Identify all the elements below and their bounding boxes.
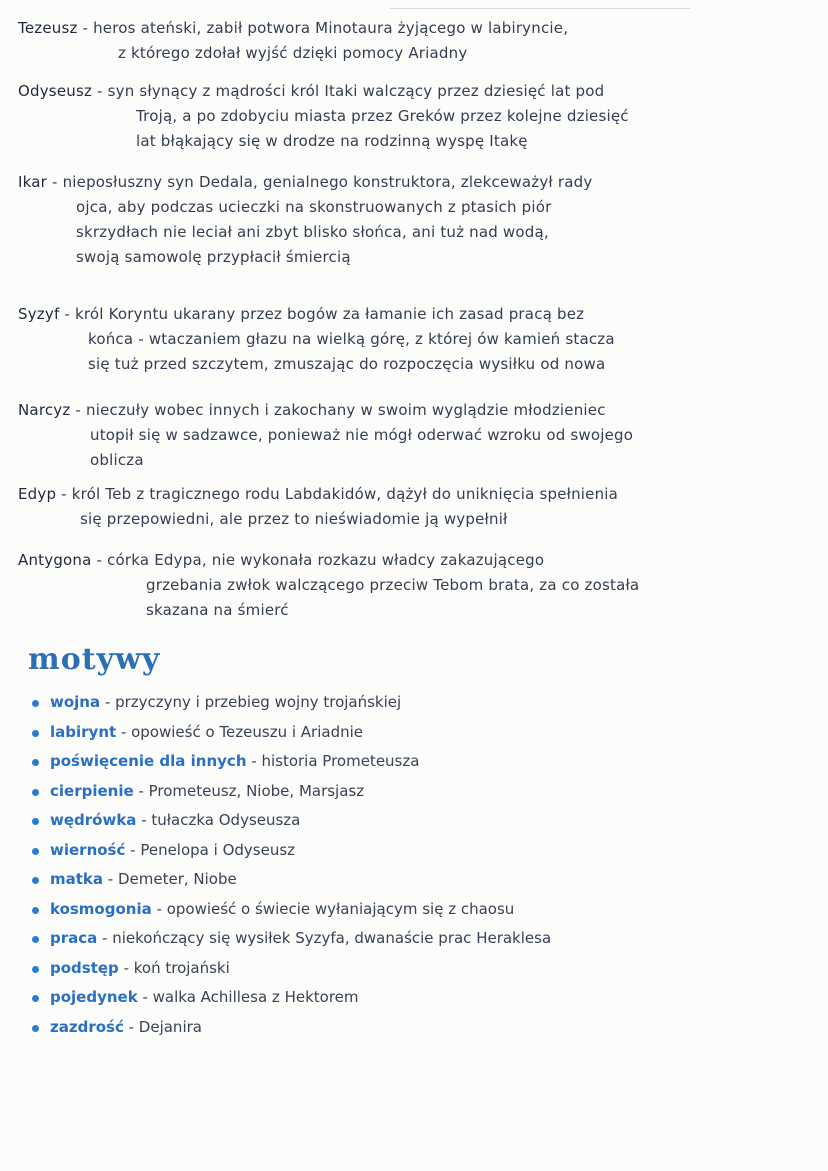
motif-text: walka Achillesa z Hektorem [152,988,359,1006]
list-item [30,836,551,866]
bullet-icon [32,966,39,973]
bullet-icon [32,700,39,707]
list-item [30,688,551,718]
motif-keyword: wędrówka [50,811,137,829]
bullet-icon [32,818,39,825]
motif-keyword: poświęcenie dla innych [50,752,247,770]
top-divider [390,8,690,9]
motif-separator: - [133,781,149,800]
entry-narcyz [18,398,633,473]
entry-name: Narcyz [18,401,71,419]
motif-separator: - [151,899,167,918]
entry-name: Edyp [18,485,57,503]
entry-ikar [18,170,592,270]
bullet-icon [32,995,39,1002]
entry-line: z którego zdołał wyjść dzięki pomocy Ariadny [118,44,468,62]
motif-text: Demeter, Niobe [117,870,237,888]
motifs-heading: motywy [28,642,161,677]
bullet-icon [32,848,39,855]
bullet-icon [32,877,39,884]
motif-text: opowieść o świecie wyłaniającym się z chaosu [166,899,515,918]
entry-line: - córka Edypa, nie wykonała rozkazu władcy zakazującego [96,551,545,569]
entry-line: oblicza [90,451,144,469]
bullet-icon [32,1025,39,1032]
motifs-list [30,688,551,1042]
entry-line: skrzydłach nie leciał ani zbyt blisko słońca, ani tuż nad wodą, [76,223,549,241]
motif-keyword: labirynt [50,722,117,741]
entry-line: grzebania zwłok walczącego przeciw Tebom brata, za co została [146,576,640,594]
motif-keyword: kosmogonia [50,899,152,918]
motif-keyword: podstęp [50,958,119,977]
entry-odyseusz [18,79,629,154]
list-item [30,1013,551,1043]
motif-keyword: matka [50,870,104,888]
entry-syzyf [18,302,615,377]
motif-separator: - [97,929,113,947]
entry-line: - nieczuły wobec innych i zakochany w swoim wyglądzie młodzieniec [75,401,606,419]
motif-keyword: wojna [50,693,101,711]
entry-name: Syzyf [18,305,60,323]
entry-line: utopił się w sadzawce, ponieważ nie mógł oderwać wzroku od swojego [90,426,634,444]
entry-line: ojca, aby podczas ucieczki na skonstruowanych z ptasich piór [76,198,552,216]
motif-separator: - [100,693,116,711]
motif-text: historia Prometeusza [261,752,420,770]
motif-separator: - [123,1017,139,1036]
entry-line: się przepowiedni, ale przez to nieświadomie ją wypełnił [80,510,508,528]
motif-text: niekończący się wysiłek Syzyfa, dwanaście prac Heraklesa [112,929,552,947]
list-item [30,954,551,984]
motif-keyword: pojedynek [50,988,138,1006]
motif-text: przyczyny i przebieg wojny trojańskiej [115,693,402,711]
motif-text: koń trojański [133,958,230,977]
motif-separator: - [136,811,152,829]
motif-separator: - [137,988,153,1006]
motif-separator: - [118,958,134,977]
entry-name: Tezeusz [18,19,78,37]
motif-separator: - [103,870,118,888]
entry-line: - syn słynący z mądrości król Itaki walczący przez dziesięć lat pod [97,82,605,100]
motif-separator: - [125,840,141,859]
motif-text: Prometeusz, Niobe, Marsjasz [148,781,365,800]
entry-edyp [18,482,618,532]
list-item [30,777,551,807]
motif-text: Dejanira [138,1017,202,1036]
list-item [30,983,551,1013]
entry-name: Antygona [18,551,92,569]
list-item [30,865,551,895]
entry-name: Odyseusz [18,82,93,100]
bullet-icon [32,759,39,766]
bullet-icon [32,907,39,914]
motif-separator: - [116,722,132,741]
motif-keyword: cierpienie [50,781,134,800]
list-item [30,806,551,836]
bullet-icon [32,789,39,796]
motif-keyword: praca [50,929,98,947]
motif-keyword: zazdrość [50,1017,124,1036]
motif-text: tułaczka Odyseusza [151,811,301,829]
entry-line: - król Koryntu ukarany przez bogów za łamanie ich zasad pracą bez [64,305,585,323]
entry-line: skazana na śmierć [146,601,289,619]
motif-text: opowieść o Tezeuszu i Ariadnie [131,722,364,741]
bullet-icon [32,936,39,943]
entry-line: się tuż przed szczytem, zmuszając do rozpoczęcia wysiłku od nowa [88,355,606,373]
motif-keyword: wierność [50,840,126,859]
entry-tezeusz [18,16,568,66]
list-item [30,718,551,748]
entry-line: swoją samowolę przypłacił śmiercią [76,248,351,266]
entry-name: Ikar [18,173,48,191]
entry-line: - król Teb z tragicznego rodu Labdakidów, dążył do uniknięcia spełnienia [61,485,619,503]
list-item [30,924,551,954]
entry-line: końca - wtaczaniem głazu na wielką górę, z której ów kamień stacza [88,330,615,348]
entry-line: - nieposłuszny syn Dedala, genialnego konstruktora, zlekceważył rady [51,173,593,191]
entry-line: Troją, a po zdobyciu miasta przez Greków przez kolejne dziesięć [136,107,629,125]
bullet-icon [32,730,39,737]
motif-text: Penelopa i Odyseusz [140,840,296,859]
entry-line: - heros ateński, zabił potwora Minotaura żyjącego w labiryncie, [82,19,569,37]
entry-antygona [18,548,639,623]
list-item [30,747,551,777]
entry-line: lat błąkający się w drodze na rodzinną wyspę Itakę [136,132,528,150]
list-item [30,895,551,925]
motif-separator: - [246,752,262,770]
